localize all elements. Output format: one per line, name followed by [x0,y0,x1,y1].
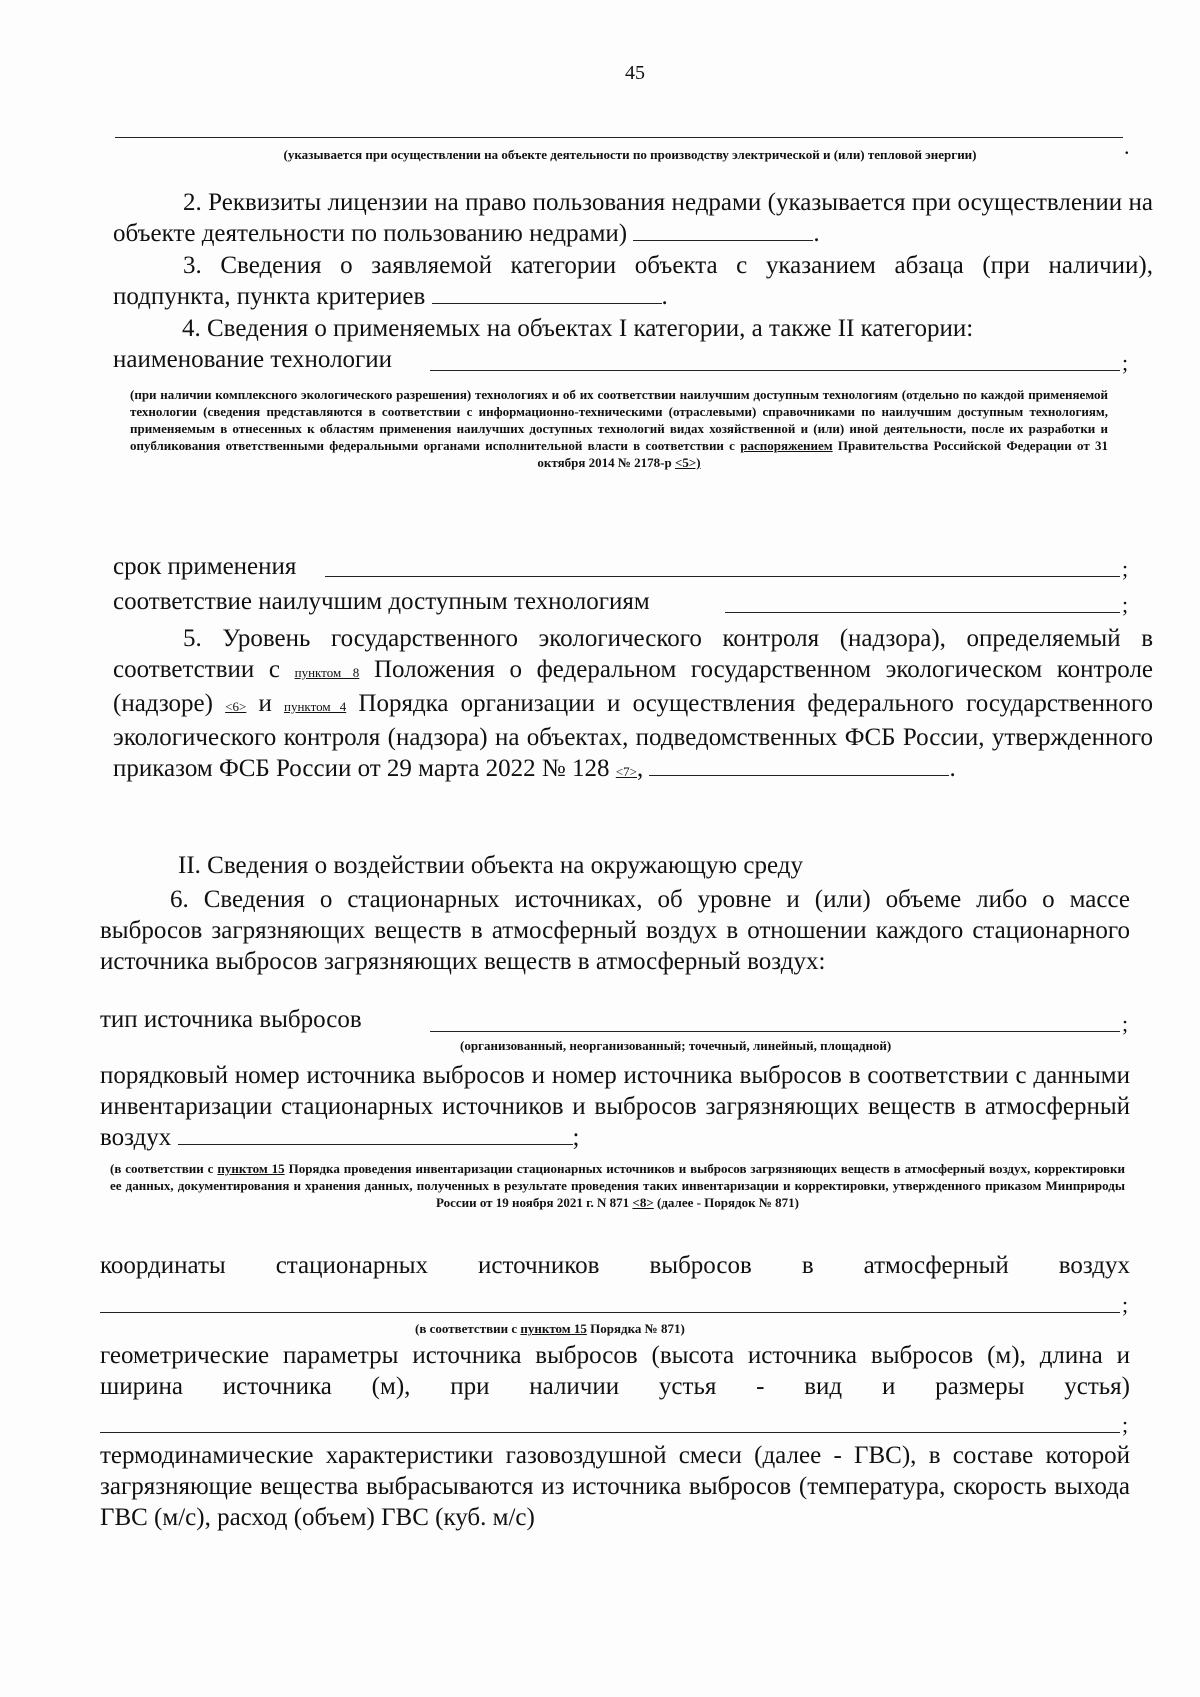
blank-line-control-level [649,755,949,776]
blank-line-bat [725,612,1120,613]
blank-line-power [115,137,1123,138]
paragraph-coordinates: координаты стационарных источников выбросов в атмосферный воздух [100,1252,1130,1279]
note-coordinates-text-2: Порядка № 871) [590,1321,685,1336]
punct: ; [1122,592,1129,617]
punct: ; [1122,1412,1129,1437]
link-clause-4[interactable]: пунктом 4 [284,699,347,714]
paragraph-5-text: 5. Уровень государственного экологического контроля (надзора), определяемый в соответствии с [113,625,1153,683]
blank-line-term [325,576,1120,577]
blank-line-license [633,220,813,241]
label-technology-name: наименование технологии [113,346,393,373]
blank-line-serial [178,1124,573,1145]
punct: . [949,755,956,782]
note-technology-text: (при наличии комплексного экологического разрешения) технологиях и об их соответствии наилучшим доступным технологиям (отдельно по каждой применяемой технологии (сведения представляются в соответствии с информационно-техническими (отраслевыми) справочниками по наилучшим доступным технологиям, применяемым в отнесенных к областям применения наилучших доступных технологий видах хозяйственной и (или) иной деятельности, после их разработки и опубликования ответственными федеральными органами исполнительной власти в соответствии с [130,387,1108,453]
footnote-ref-6[interactable]: <6> [225,699,247,714]
punct: ; [1122,1292,1129,1317]
page-number: 45 [625,62,645,84]
note-power: (указывается при осуществлении на объекте деятельности по производству электрической и (или) тепловой энергии) [283,147,977,162]
paragraph-5-text-4: Порядка организации и осуществления федерального государственного экологического контроля (надзора) на объектах, подведомственных ФСБ России, утвержденного приказом ФСБ России от 29 марта 2022 № 128 [113,690,1153,782]
link-clause-15[interactable]: пунктом 15 [217,1161,285,1176]
paragraph-5 [113,623,1153,787]
footnote-ref-8[interactable]: <8> [632,1195,654,1210]
note-coordinates-text: (в соответствии с [415,1321,518,1336]
paragraph-thermodynamics: термодинамические характеристики газовоздушной смеси (далее - ГВС), в составе которой загрязняющие вещества выбрасываются из источника выбросов (температура, скорость выхода ГВС (м/с), расход (объем) ГВС (куб. м/с) [100,1442,1130,1531]
paragraph-serial-number [100,1060,1130,1153]
paragraph-serial-text: порядковый номер источника выбросов и номер источника выбросов в соответствии с данными инвентаризации стационарных источников и выбросов загрязняющих веществ в атмосферный воздух [100,1062,1130,1151]
link-decree[interactable]: распоряжением [740,438,833,453]
punct: ; [572,1124,580,1151]
blank-line-source-type [430,1031,1120,1032]
label-term: срок применения [113,553,297,580]
paragraph-2-text: 2. Реквизиты лицензии на право пользования недрами (указывается при осуществлении на объекте деятельности по пользованию недрами) [113,189,1153,247]
blank-line-technology [430,370,1120,371]
punct: , [636,755,644,782]
link-clause-8[interactable]: пунктом 8 [294,665,360,680]
note-technology [130,386,1108,471]
note-coordinates [415,1320,685,1337]
section-2-title: II. Сведения о воздействии объекта на окружающую среду [178,852,803,879]
footnote-ref-5[interactable]: <5>) [674,455,701,470]
paragraph-2 [113,187,1153,249]
punct: . [1124,134,1130,159]
note-inventory-text: (в соответствии с [110,1161,214,1176]
label-source-type: тип источника выбросов [100,1006,362,1033]
paragraph-geometry: геометрические параметры источника выбросов (высота источника выбросов (м), длина и ширина источника (м), при наличии устья - вид и размеры устья) [100,1342,1130,1400]
note-inventory-text-2: Порядка проведения инвентаризации стационарных источников и выбросов загрязняющих веществ в атмосферный воздух, корректировки ее данных, документирования и хранения данных, полученных в результате проведения таких инвентаризации и корректировки, утвержденного приказом Минприроды России от 19 ноября 2021 г. N 871 [110,1161,1126,1210]
link-clause-15-b[interactable]: пунктом 15 [520,1321,587,1336]
paragraph-5-text-3: и [258,690,272,717]
paragraph-4-line1: 4. Сведения о применяемых на объектах I категории, а также II категории: [182,315,974,342]
paragraph-3 [113,250,1153,312]
punct: . [661,283,668,310]
paragraph-6: 6. Сведения о стационарных источниках, об уровне и (или) объеме либо о массе выбросов загрязняющих веществ в атмосферный воздух в отношении каждого стационарного источника выбросов загрязняющих веществ в атмосферный воздух: [100,886,1130,975]
blank-line-geometry [100,1432,1120,1433]
footnote-ref-7[interactable]: <7> [615,764,637,779]
punct: . [813,220,820,247]
note-source-type: (организованный, неорганизованный; точечный, линейный, площадной) [460,1038,892,1053]
punct: ; [1122,1011,1129,1036]
paragraph-3-text: 3. Сведения о заявляемой категории объекта с указанием абзаца (при наличии), подпункта, пункта критериев [113,252,1153,310]
note-technology-text-2: Правительства Российской Федерации от 31 октября 2014 № 2178-р [537,438,1108,470]
blank-line-coordinates [100,1312,1120,1313]
punct: ; [1122,556,1129,581]
label-bat: соответствие наилучшим доступным технологиям [113,588,650,615]
note-inventory-text-3: (далее - Порядок № 871) [657,1195,800,1210]
punct: ; [1122,350,1129,375]
note-inventory [110,1160,1125,1211]
paragraph-5-text-2: Положения о федеральном государственном экологическом контроле (надзоре) [113,656,1154,717]
blank-line-category [432,283,662,304]
